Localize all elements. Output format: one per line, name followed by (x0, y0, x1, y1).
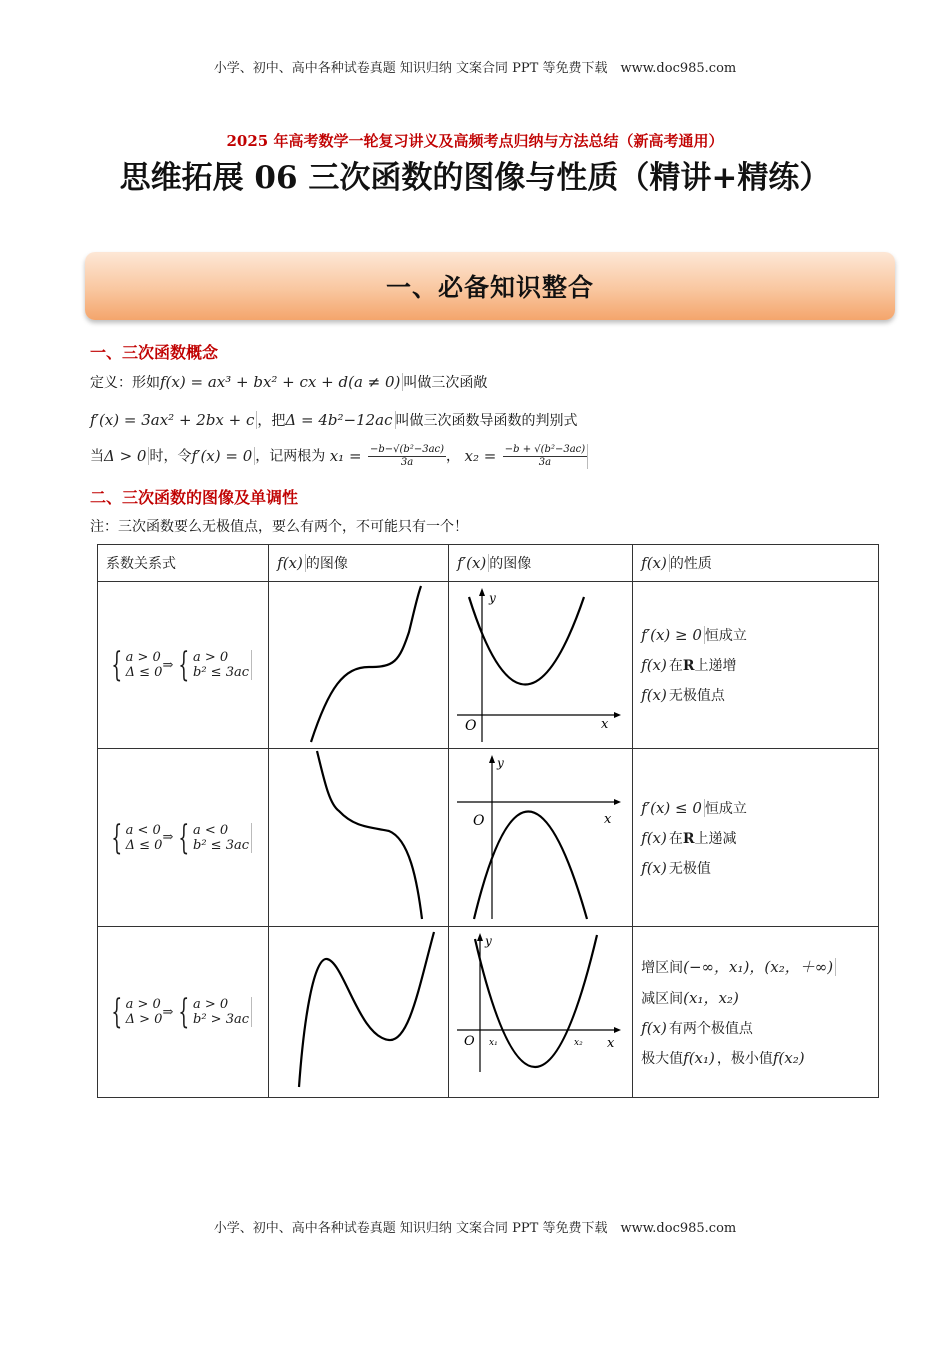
row3-axis-y-label: y (485, 934, 492, 948)
root-mid2: ，记两根为 (255, 448, 326, 465)
root-prefix: 当 (90, 448, 104, 465)
row3-x-arrow (614, 1027, 621, 1033)
row1-dfx-parabola (469, 597, 584, 685)
row1-x-arrow (614, 712, 621, 718)
row3-axis-x-label: x (607, 1036, 615, 1051)
page-footer: 小学、初中、高中各种试卷真题 知识归纳 文案合同 PPT 等免费下载 www.doc985.com (213, 1221, 737, 1236)
row2-cond-box: { a < 0 Δ ≤ 0 ⇒ { a < 0 b² ≤ 3ac (106, 823, 252, 853)
roots-separator: ， (446, 448, 461, 465)
row2-fx-graph (269, 749, 449, 927)
def-prefix: 定义：形如 (90, 375, 160, 391)
row2-axis-x-label: x (604, 812, 612, 827)
row3-condition (98, 927, 269, 1098)
row2-axis-y-label: y (497, 756, 504, 770)
row2-cond-b: b² ≤ 3ac (193, 837, 250, 853)
row3-prop4-math1: f(x₁) (683, 1049, 715, 1067)
row1-prop1-text: 恒成立 (704, 628, 747, 644)
row3-origin-label: O (464, 1034, 475, 1049)
row3-cond-a2: a > 0 (193, 997, 229, 1012)
header-fx-suffix: 的图像 (305, 556, 348, 572)
row1-cond-b: b² ≤ 3ac (193, 665, 250, 680)
row1-cond-a2: a > 0 (193, 650, 229, 665)
row1-cond-box: { a > 0 Δ ≤ 0 ⇒ { a > 0 b² ≤ 3ac (106, 650, 252, 680)
row3-prop2-text: 减区间 (641, 991, 684, 1007)
row3-cond-a: a > 0 (125, 997, 161, 1012)
root-cond: Δ > 0 (104, 447, 149, 465)
row1-condition (98, 582, 269, 749)
x1-denominator: 3a (400, 457, 414, 468)
header-properties (633, 545, 879, 582)
row2-y-arrow (489, 755, 495, 763)
section-banner (85, 252, 895, 320)
disc-formula: Δ = 4b²−12ac (285, 411, 395, 429)
table-row (98, 582, 879, 749)
row3-prop1-text: 增区间 (641, 960, 684, 976)
section2-heading: 二、三次函数的图像及单调性 (90, 488, 299, 507)
row1-prop2-math: f(x) (641, 656, 667, 674)
header-fx-graph (269, 545, 449, 582)
row2-arrow: ⇒ (162, 830, 174, 845)
derivative-line (90, 410, 578, 430)
row2-x-arrow (614, 799, 621, 805)
x1-label: x₁ = (329, 446, 362, 465)
row2-cond-a: a < 0 (125, 822, 161, 838)
row1-cond-delta: Δ ≤ 0 (125, 665, 163, 680)
row3-fx-graph (269, 927, 449, 1098)
x2-fraction (503, 444, 588, 469)
row3-y-arrow (477, 933, 483, 941)
row3-cond-delta: Δ > 0 (125, 1012, 163, 1027)
row1-axis-x-label: x (601, 717, 609, 732)
x2-numerator: −b + √(b²−3ac) (504, 444, 586, 455)
root-mid1: 时，令 (149, 448, 192, 465)
row2-prop2-text1: 在 (668, 830, 683, 847)
row1-properties (633, 582, 879, 749)
cubic-properties-table (97, 544, 879, 1098)
table-row (98, 749, 879, 927)
row3-arrow: ⇒ (162, 1004, 174, 1020)
table-header-row (98, 545, 879, 582)
roots-line (90, 444, 588, 469)
row1-dfx-plot (449, 582, 632, 748)
row1-prop1-math: f′(x) ≥ 0 (641, 626, 705, 644)
row3-x1-label: x₁ (489, 1038, 498, 1048)
row2-prop2-R: R (682, 830, 695, 847)
row1-prop3-math: f(x) (641, 686, 667, 704)
row3-prop2-math: (x₁，x₂) (683, 989, 739, 1007)
row2-cond-a2: a < 0 (193, 822, 229, 838)
row2-condition (98, 749, 269, 927)
deriv-formula: f′(x) = 3ax² + 2bx + c (90, 411, 257, 429)
page-header: 小学、初中、高中各种试卷真题 知识归纳 文案合同 PPT 等免费下载 www.doc985.com (213, 61, 737, 76)
header-fx: f(x) (277, 554, 306, 572)
header-dfx-suffix: 的图像 (489, 556, 532, 572)
section2-note: 注：三次函数要么无极值点，要么有两个，不可能只有一个！ (90, 519, 468, 535)
row1-fx-curve (311, 586, 421, 742)
root-eq: f′(x) = 0 (191, 447, 255, 465)
def-suffix: 叫做三次函敞 (403, 375, 488, 391)
header-prop-fx: f(x) (641, 554, 670, 572)
x1-numerator: −b−√(b²−3ac) (369, 444, 445, 455)
row1-prop2-text1: 在 (668, 658, 683, 674)
banner-label: 一、必备知识整合 (385, 273, 594, 302)
deriv-mid: ，把 (257, 413, 286, 429)
row2-dfx-plot (449, 749, 632, 926)
row2-prop2-math: f(x) (641, 828, 667, 847)
row2-prop3-text: 无极值 (668, 860, 711, 877)
row3-prop4-math2: f(x₂) (772, 1049, 805, 1067)
x1-fraction (368, 444, 446, 469)
row1-fx-curve-plot (269, 582, 448, 748)
row3-prop3-math: f(x) (641, 1019, 667, 1037)
row3-prop4-text1: 极大值 (641, 1051, 684, 1067)
row1-origin-label: O (465, 718, 477, 734)
row3-dfx-graph (449, 927, 633, 1098)
row2-prop2-text2: 上递减 (694, 830, 737, 847)
row2-cond-delta: Δ ≤ 0 (125, 837, 163, 853)
row3-properties (633, 927, 879, 1098)
row2-prop1-text: 恒成立 (704, 800, 747, 817)
section1-heading: 一、三次函数概念 (90, 343, 219, 362)
table-row (98, 927, 879, 1098)
row3-dfx-plot (449, 927, 632, 1097)
x2-label: x₂ = (464, 446, 497, 465)
row3-cond-b: b² > 3ac (193, 1012, 250, 1027)
x2-denominator: 3a (538, 457, 552, 468)
row2-fx-curve-plot (269, 749, 448, 926)
row2-properties (633, 749, 879, 927)
document-title: 思维拓展 06 三次函数的图像与性质（精讲+精练） (119, 160, 831, 196)
row3-x2-label: x₂ (574, 1038, 583, 1048)
row1-prop2-R: R (682, 658, 695, 674)
row2-prop3-math: f(x) (641, 858, 667, 877)
row2-dfx-parabola (474, 812, 587, 920)
header-coef-label: 系数关系式 (106, 556, 176, 572)
document-subtitle: 2025 年高考数学一轮复习讲义及高频考点归纳与方法总结（新高考通用） (226, 132, 724, 150)
row2-prop1-math: f′(x) ≤ 0 (641, 799, 705, 817)
row3-prop3-text: 有两个极值点 (668, 1021, 753, 1037)
row1-y-arrow (479, 588, 485, 596)
row1-prop2-text2: 上递增 (694, 658, 737, 674)
row2-origin-label: O (473, 813, 485, 829)
row2-fx-curve (317, 751, 422, 919)
row1-axis-y-label: y (489, 591, 496, 605)
row3-cond-box: { a > 0 Δ > 0 ⇒ { a > 0 b² > 3ac (106, 997, 252, 1027)
deriv-suffix: 叫做三次函数导函数的判别式 (395, 413, 578, 429)
header-dfx: f′(x) (457, 554, 489, 572)
row3-prop4-text2: ，极小值 (716, 1051, 773, 1067)
definition-line (90, 372, 487, 392)
row1-prop3-text: 无极值点 (668, 688, 725, 704)
row1-fx-graph (269, 582, 449, 749)
row1-cond-a: a > 0 (125, 650, 161, 665)
header-coef (98, 545, 269, 582)
row1-arrow: ⇒ (162, 657, 174, 673)
def-formula: f(x) = ax³ + bx² + cx + d(a ≠ 0) (160, 373, 403, 391)
row3-fx-curve-plot (269, 927, 448, 1097)
row3-prop1-math: (−∞，x₁)，(x₂，＋∞) (683, 958, 836, 976)
header-prop-suffix: 的性质 (669, 556, 712, 572)
row3-fx-curve (299, 932, 434, 1087)
row1-dfx-graph (449, 582, 633, 749)
header-dfx-graph (449, 545, 633, 582)
row2-dfx-graph (449, 749, 633, 927)
